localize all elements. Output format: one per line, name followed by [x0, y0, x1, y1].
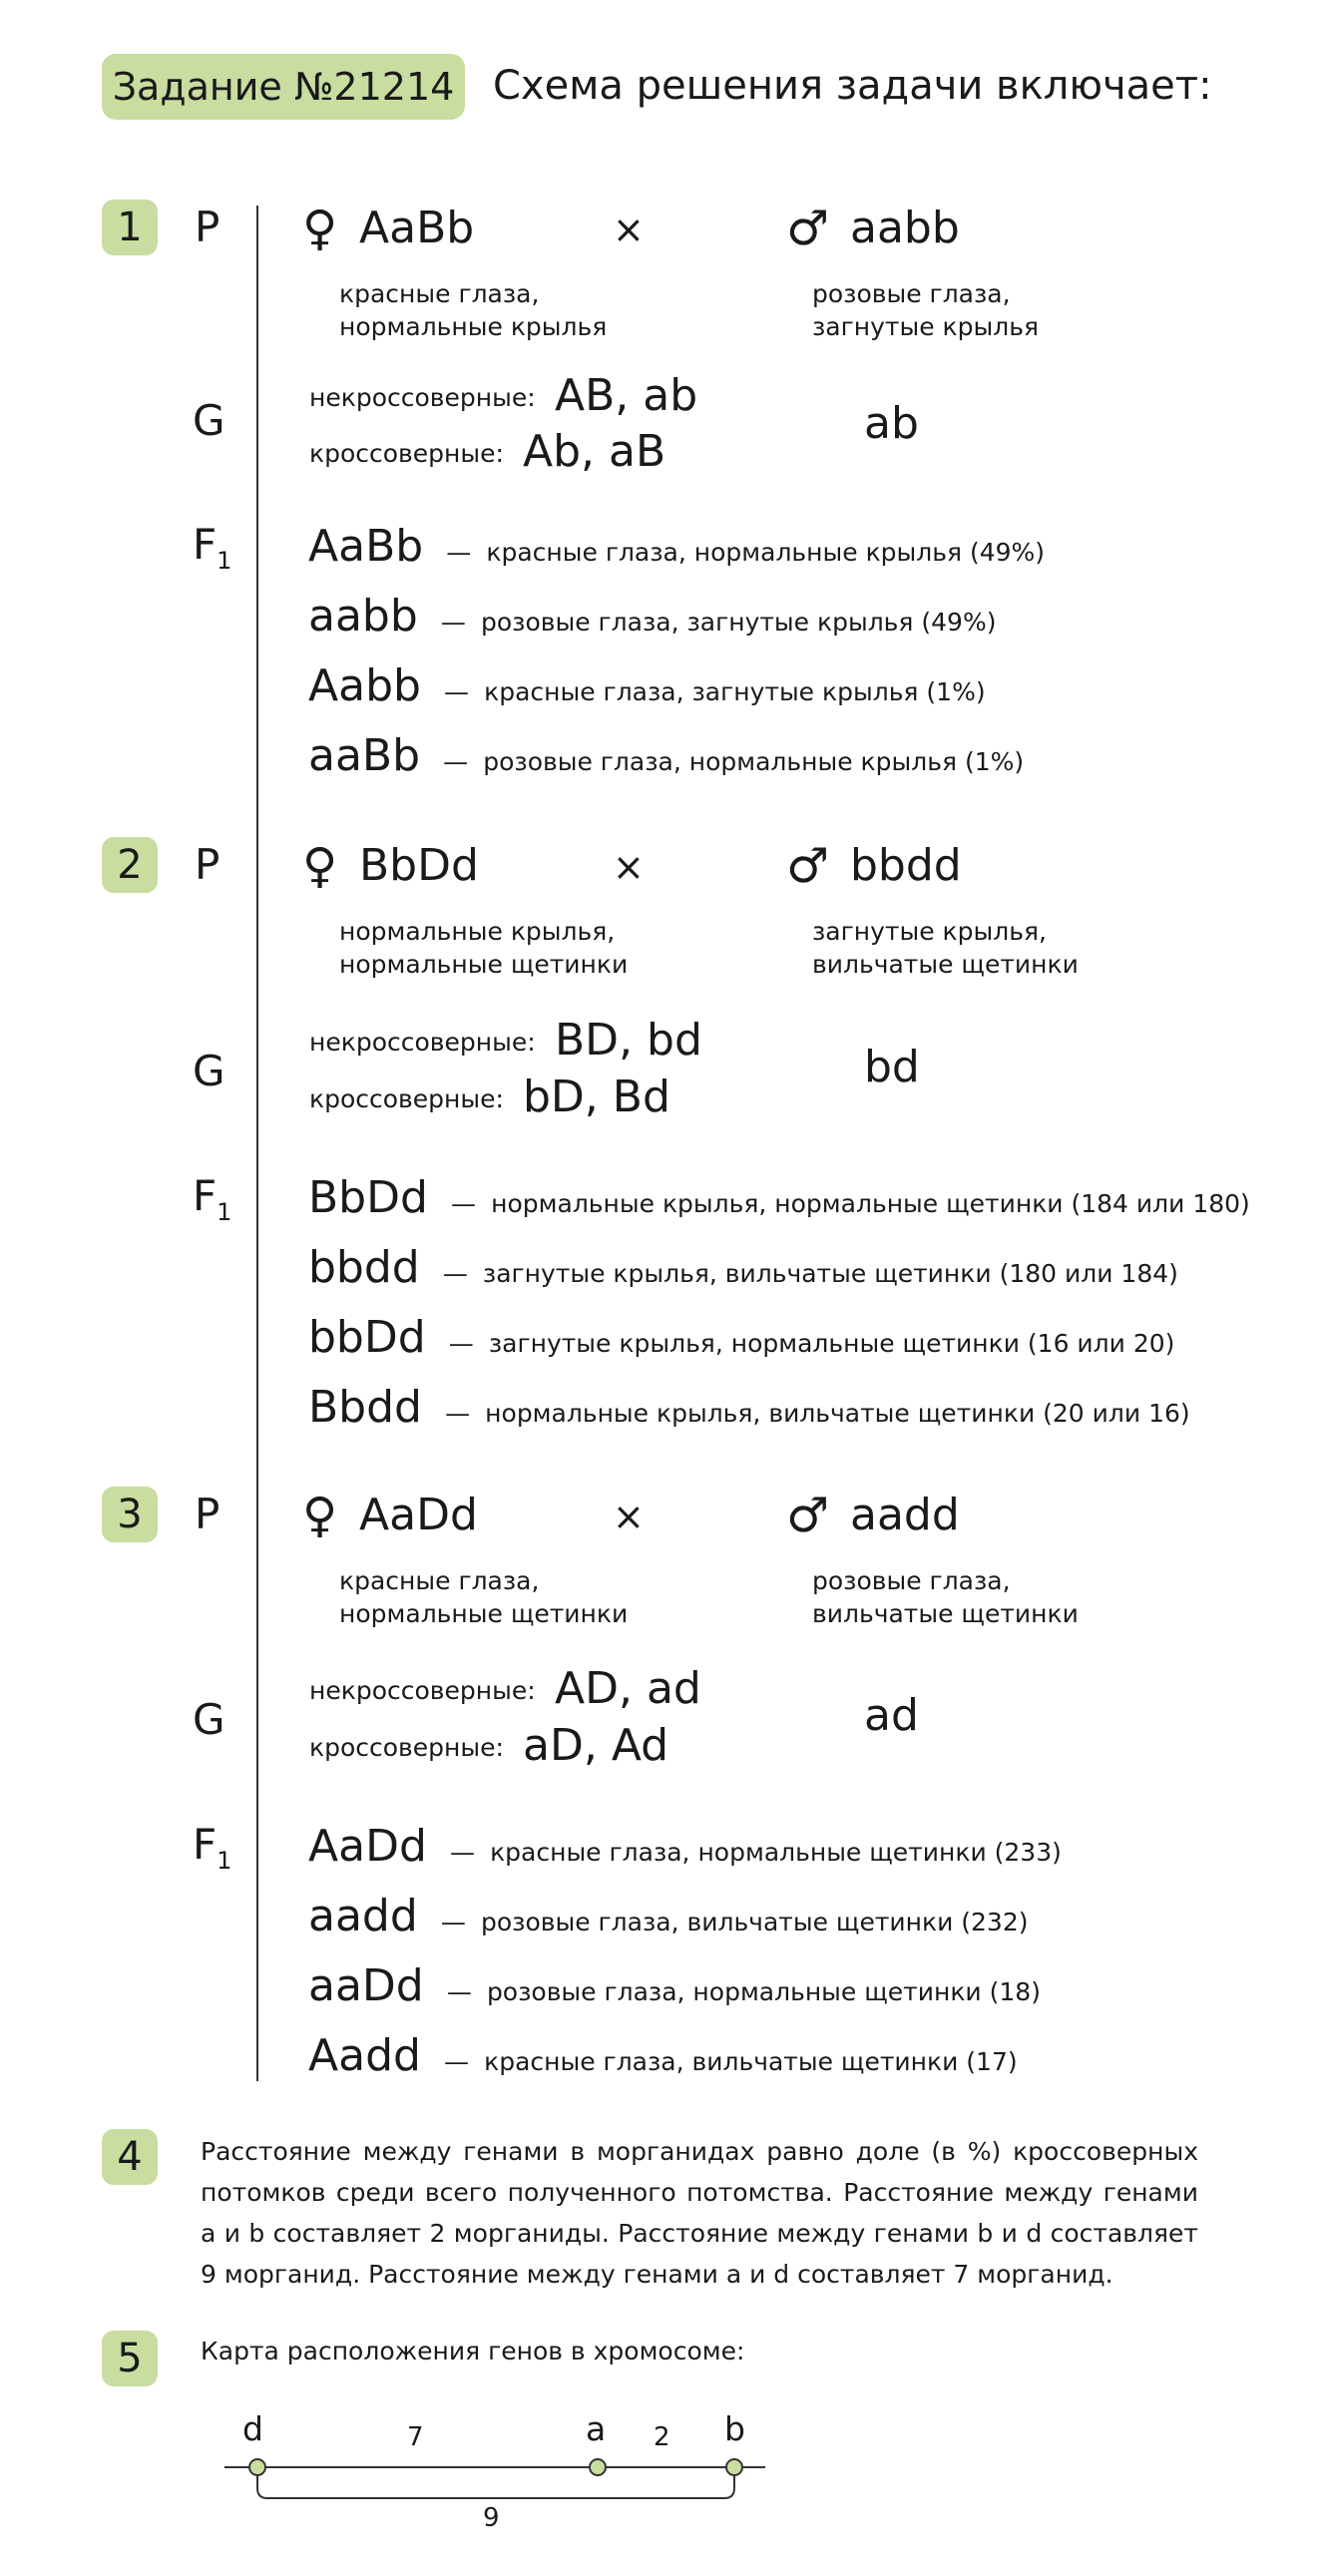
- offspring-description: нормальные крылья, нормальные щетинки (184 или 180): [491, 1189, 1250, 1218]
- male-gametes: ad: [864, 1690, 919, 1741]
- gametes-label: G: [193, 1695, 225, 1744]
- offspring-genotype: aaBb: [308, 730, 421, 781]
- offspring-genotype: Aabb: [308, 660, 421, 711]
- female-phenotype-line-2: нормальные крылья: [339, 312, 608, 341]
- step-number-badge: 1: [102, 200, 158, 255]
- male-icon: ♂: [786, 201, 830, 256]
- offspring-description: красные глаза, загнутые крылья (1%): [484, 677, 986, 706]
- gene-node-b: [726, 2459, 742, 2475]
- offspring-description: красные глаза, вильчатые щетинки (17): [484, 2047, 1018, 2076]
- dash: —: [451, 1189, 477, 1218]
- offspring-description: розовые глаза, нормальные щетинки (18): [486, 1977, 1041, 2006]
- page-title: Схема решения задачи включает:: [493, 63, 1212, 109]
- female-phenotype-line-2: нормальные щетинки: [339, 950, 629, 979]
- noncrossover-gametes: AB, ab: [555, 370, 698, 421]
- offspring-label: $F_1$: [193, 1820, 232, 1875]
- offspring-genotype: BbDd: [308, 1172, 428, 1223]
- dash: —: [446, 538, 472, 567]
- gene-map-title: Карта расположения генов в хромосоме:: [201, 2337, 745, 2365]
- crossover-label: кроссоверные:: [309, 1733, 504, 1762]
- offspring-description: загнутые крылья, нормальные щетинки (16 или 20): [488, 1329, 1175, 1358]
- dash: —: [440, 1908, 466, 1936]
- dash: —: [443, 747, 469, 776]
- male-gametes: bd: [864, 1042, 920, 1092]
- parents-label: P: [195, 203, 220, 251]
- male-icon: ♂: [786, 838, 830, 894]
- offspring-genotype: AaBb: [308, 521, 424, 572]
- dash: —: [444, 677, 470, 706]
- offspring-label: $F_1$: [193, 1171, 232, 1226]
- offspring-label: $F_1$: [193, 520, 232, 575]
- cross-icon: ×: [613, 208, 645, 251]
- dash: —: [444, 2047, 470, 2076]
- gene-node-a: [590, 2459, 606, 2475]
- male-phenotype-line-1: розовые глаза,: [812, 1566, 1011, 1595]
- offspring-description: розовые глаза, нормальные крылья (1%): [483, 747, 1025, 776]
- gene-label-a: a: [586, 2409, 607, 2448]
- offspring-genotype: Bbdd: [308, 1382, 422, 1433]
- crossover-gametes: Ab, aB: [523, 426, 666, 477]
- offspring-description: нормальные крылья, вильчатые щетинки (20 или 16): [485, 1399, 1190, 1428]
- female-icon: ♀: [302, 1488, 338, 1543]
- offspring-genotype: aadd: [308, 1891, 418, 1941]
- distance-a-b: 2: [654, 2422, 670, 2452]
- offspring-genotype: aabb: [308, 591, 418, 642]
- male-phenotype-line-2: загнутые крылья: [812, 312, 1039, 341]
- dash: —: [449, 1838, 475, 1867]
- noncrossover-label: некроссоверные:: [309, 383, 536, 412]
- gene-node-d: [249, 2459, 265, 2475]
- offspring-description: розовые глаза, загнутые крылья (49%): [480, 608, 997, 637]
- female-icon: ♀: [302, 201, 338, 256]
- distance-d-a: 7: [407, 2422, 424, 2452]
- female-genotype: AaBb: [359, 203, 475, 253]
- male-phenotype-line-1: загнутые крылья,: [812, 917, 1047, 946]
- crossover-label: кроссоверные:: [309, 439, 504, 468]
- offspring-description: розовые глаза, вильчатые щетинки (232): [480, 1908, 1029, 1936]
- male-phenotype-line-2: вильчатые щетинки: [812, 950, 1079, 979]
- crossover-gametes: bD, Bd: [523, 1072, 670, 1122]
- distance-bracket-d-b: [257, 2476, 734, 2498]
- parents-label: P: [195, 840, 220, 889]
- male-phenotype-line-1: розовые глаза,: [812, 279, 1011, 308]
- female-phenotype-line-2: нормальные щетинки: [339, 1599, 629, 1628]
- noncrossover-label: некроссоверные:: [309, 1676, 536, 1705]
- gametes-label: G: [193, 1047, 225, 1095]
- noncrossover-gametes: BD, bd: [555, 1015, 702, 1066]
- distance-d-b: 9: [483, 2503, 500, 2533]
- cross-icon: ×: [613, 1495, 645, 1538]
- offspring-genotype: Aadd: [308, 2030, 421, 2081]
- dash: —: [445, 1399, 471, 1428]
- offspring-description: красные глаза, нормальные щетинки (233): [490, 1838, 1062, 1867]
- gene-label-d: d: [242, 2409, 263, 2448]
- offspring-genotype: bbDd: [308, 1312, 426, 1363]
- noncrossover-gametes: AD, ad: [555, 1663, 701, 1714]
- female-genotype: BbDd: [359, 840, 479, 891]
- dash: —: [448, 1329, 474, 1358]
- gene-label-b: b: [724, 2409, 745, 2448]
- male-gametes: ab: [864, 398, 919, 449]
- female-icon: ♀: [302, 838, 338, 894]
- offspring-genotype: aaDd: [308, 1960, 424, 2011]
- female-phenotype-line-1: красные глаза,: [339, 1566, 540, 1595]
- gametes-label: G: [193, 396, 225, 445]
- step-number-badge: 5: [102, 2331, 158, 2386]
- offspring-genotype: AaDd: [308, 1821, 427, 1872]
- male-icon: ♂: [786, 1488, 830, 1543]
- dash: —: [446, 1977, 472, 2006]
- offspring-description: загнутые крылья, вильчатые щетинки (180 или 184): [482, 1259, 1178, 1288]
- offspring-genotype: bbdd: [308, 1242, 420, 1293]
- morganid-explanation: Расстояние между генами в морганидах равно доле (в %) кроссоверных потомков среди всего полученного потомства. Расстояние между генами a и b составляет 2 морганиды. Расстояние между генами b и d составляет 9 морганид. Расстояние между генами a и d составляет 7 морганид.: [201, 2137, 1198, 2289]
- dash: —: [442, 1259, 468, 1288]
- female-phenotype-line-1: нормальные крылья,: [339, 917, 616, 946]
- offspring-description: красные глаза, нормальные крылья (49%): [486, 538, 1046, 567]
- crossover-label: кроссоверные:: [309, 1084, 504, 1113]
- task-number-badge: Задание №21214: [102, 54, 465, 120]
- male-genotype: bbdd: [850, 840, 962, 891]
- male-genotype: aabb: [850, 203, 960, 253]
- cross-icon: ×: [613, 845, 645, 889]
- male-phenotype-line-2: вильчатые щетинки: [812, 1599, 1079, 1628]
- female-genotype: AaDd: [359, 1490, 478, 1540]
- step-number-badge: 4: [102, 2129, 158, 2185]
- crossover-gametes: aD, Ad: [523, 1720, 669, 1771]
- female-phenotype-line-1: красные глаза,: [339, 279, 540, 308]
- male-genotype: aadd: [850, 1490, 960, 1540]
- step-number-badge: 3: [102, 1487, 158, 1542]
- parents-label: P: [195, 1490, 220, 1538]
- step-number-badge: 2: [102, 837, 158, 893]
- dash: —: [440, 608, 466, 637]
- noncrossover-label: некроссоверные:: [309, 1028, 536, 1057]
